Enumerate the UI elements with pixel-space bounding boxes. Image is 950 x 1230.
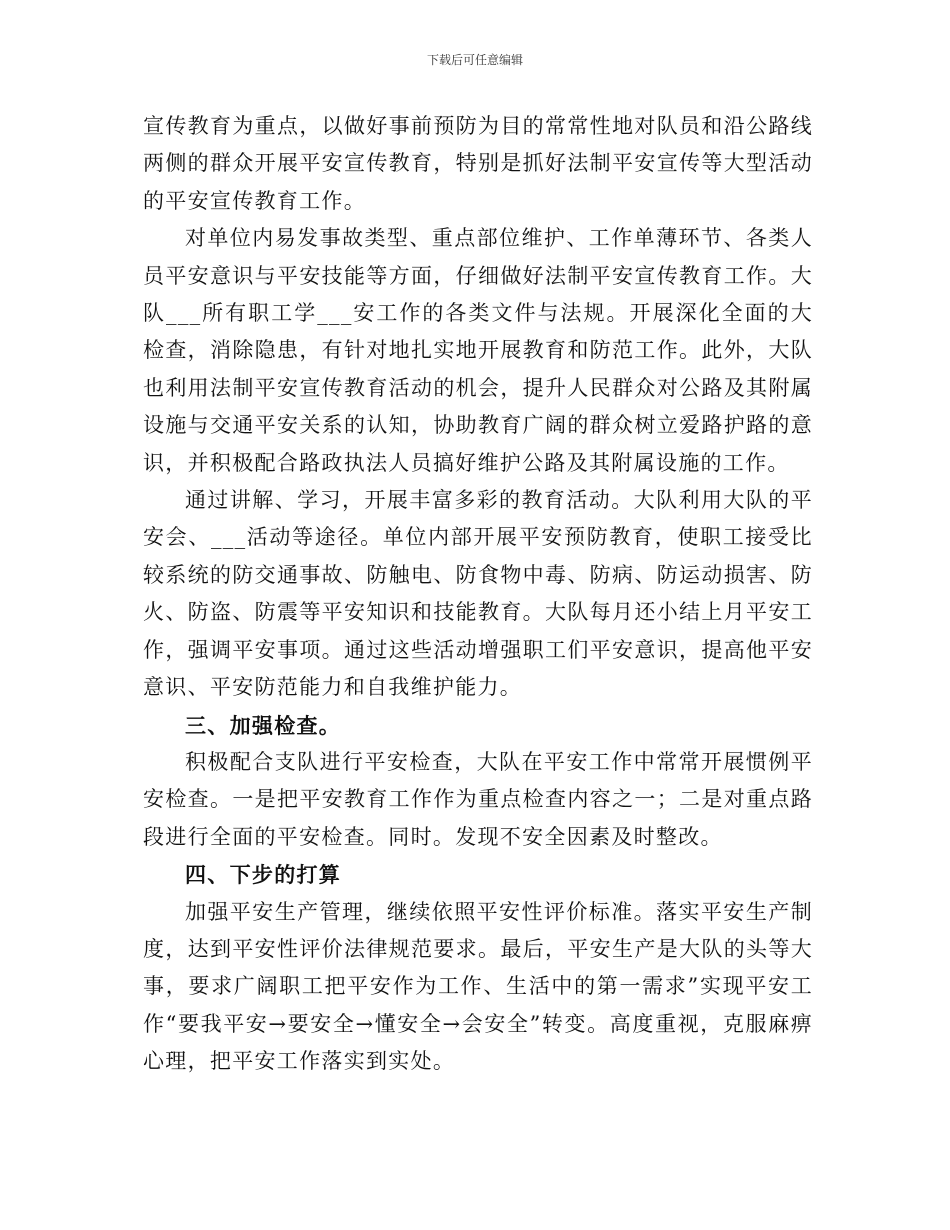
- section-heading-inspection: 三、加强检查。: [185, 712, 342, 738]
- paragraph-publicity-focus: 宣传教育为重点，以做好事前预防为目的常常性地对队员和沿公路线两侧的群众开展平安宣传教育，特别是抓好法制平安宣传等大型活动的平安宣传教育工作。: [143, 114, 813, 213]
- section-heading-next-steps: 四、下步的打算: [185, 862, 342, 888]
- document-body: [143, 108, 813, 1081]
- paragraph-next-steps: 加强平安生产管理，继续依照平安性评价标准。落实平安生产制度，达到平安性评价法律规范要求。最后，平安生产是大队的头等大事，要求广阔职工把平安作为工作、生活中的第一需求”实现平安工作“要我平安→要安全→懂安全→会安全”转变。高度重视，克服麻痹心理，把平安工作落实到实处。: [143, 899, 813, 1074]
- paragraph-inspection: 积极配合支队进行平安检查，大队在平安工作中常常开展惯例平安检查。一是把平安教育工作作为重点检查内容之一；二是对重点路段进行全面的平安检查。同时。发现不安全因素及时整改。: [143, 749, 813, 849]
- page-header: 下载后可任意编辑: [426, 53, 523, 67]
- paragraph-education-activities: 通过讲解、学习，开展丰富多彩的教育活动。大队利用大队的平安会、___活动等途径。单位内部开展平安预防教育，使职工接受比较系统的防交通事故、防触电、防食物中毒、防病、防运动损害、防火、防盗、防震等平安知识和技能教育。大队每月还小结上月平安工作，强调平安事项。通过这些活动增强职工们平安意识，提高他平安意识、平安防范能力和自我维护能力。: [143, 488, 813, 700]
- paragraph-internal-education: 对单位内易发事故类型、重点部位维护、工作单薄环节、各类人员平安意识与平安技能等方面，仔细做好法制平安宣传教育工作。大队___所有职工学___安工作的各类文件与法规。开展深化全面的大检查，消除隐患，有针对地扎实地开展教育和防范工作。此外，大队也利用法制平安宣传教育活动的机会，提升人民群众对公路及其附属设施与交通平安关系的认知，协助教育广阔的群众树立爱路护路的意识，并积极配合路政执法人员搞好维护公路及其附属设施的工作。: [143, 226, 813, 475]
